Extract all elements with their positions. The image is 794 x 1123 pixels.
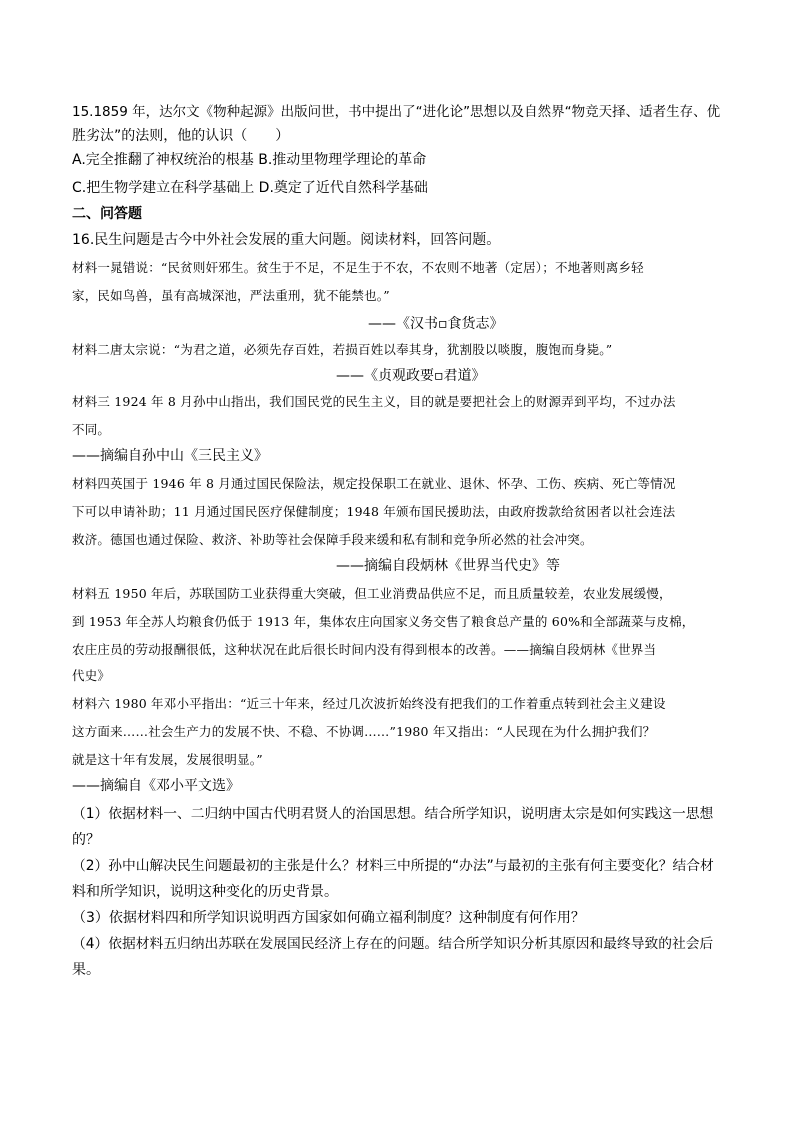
material1-source: ——《汉书▫食货志》	[368, 316, 504, 332]
material1-line2: 家，民如鸟兽，虽有高城深池，严法重刑，犹不能禁也。”	[72, 288, 390, 303]
material3-line1: 材料三 1924 年 8 月孙中山指出，我们国民党的民生主义，目的就是要把社会上的财源弄到平均，不过办法	[72, 394, 676, 409]
material6-source: ——摘编自《邓小平文选》	[72, 778, 240, 794]
material3-source: ——摘编自孙中山《三民主义》	[72, 448, 268, 464]
q15-options-ab: A.完全推翻了神权统治的根基 B.推动里物理学理论的革命	[72, 152, 427, 168]
material6-line1: 材料六 1980 年邓小平指出：“近三十年来，经过几次波折始终没有把我们的工作着重点转到社会主义建设	[72, 696, 666, 711]
material2-line1: 材料二唐太宗说：“为君之道，必须先存百姓，若损百姓以奉其身，犹割股以啖腹，腹饱而身毙。”	[72, 342, 613, 357]
material1-line1: 材料一晁错说：“民贫则奸邪生。贫生于不足，不足生于不农，不农则不地著（定居）；不地著则离乡轻	[72, 260, 644, 275]
section-title: 二、问答题	[72, 206, 142, 222]
material5-line2: 到 1953 年全苏人均粮食仍低于 1913 年，集体农庄向国家义务交售了粮食总产量的 60%和全部蔬菜与皮棉，	[72, 614, 695, 629]
material3-line2: 不同。	[72, 422, 111, 437]
q15-options-cd: C.把生物学建立在科学基础上 D.奠定了近代自然科学基础	[72, 180, 428, 196]
material4-line1: 材料四英国于 1946 年 8 月通过国民保险法，规定投保职工在就业、退休、怀孕、工伤、疾病、死亡等情况	[72, 476, 676, 491]
subquestion2-line2: 料和所学知识，说明这种变化的历史背景。	[72, 884, 338, 900]
subquestion1-line1: （1）依据材料一、二归纳中国古代明君贤人的治国思想。结合所学知识，说明唐太宗是如何实践这一思想	[72, 806, 714, 822]
q16-intro: 16.民生问题是古今中外社会发展的重大问题。阅读材料，回答问题。	[72, 232, 501, 248]
subquestion3-line1: （3）依据材料四和所学知识说明西方国家如何确立福利制度？这种制度有何作用？	[72, 910, 585, 926]
subquestion4-line2: 果。	[72, 962, 100, 978]
subquestion2-line1: （2）孙中山解决民生问题最初的主张是什么？材料三中所提的“办法”与最初的主张有何主要变化？结合材	[72, 858, 714, 874]
material4-line3: 救济。德国也通过保险、救济、补助等社会保障手段来缓和私有制和竞争所必然的社会冲突。	[72, 532, 593, 547]
material4-source: ——摘编自段炳林《世界当代史》等	[336, 558, 560, 574]
material4-line2: 下可以申请补助；11 月通过国民医疗保健制度；1948 年颁布国民援助法，由政府拨款给贫困者以社会连法	[72, 504, 676, 519]
q15-stem-line2: 胜劣汰”的法则，他的认识（ ）	[72, 128, 290, 144]
material6-line3: 就是这十年有发展，发展很明显。”	[72, 752, 263, 767]
material5-line1: 材料五 1950 年后，苏联国防工业获得重大突破，但工业消费品供应不足，而且质量较差，农业发展缓慢，	[72, 586, 672, 601]
material5-line4: 代史》	[72, 668, 111, 683]
material5-line3: 农庄庄员的劳动报酬很低，这种状况在此后很长时间内没有得到根本的改善。——摘编自段炳林《世界当	[72, 642, 657, 657]
subquestion4-line1: （4）依据材料五归纳出苏联在发展国民经济上存在的问题。结合所学知识分析其原因和最终导致的社会后	[72, 936, 714, 952]
material2-source: ——《贞观政要▫君道》	[336, 368, 486, 384]
material6-line2: 这方面来……社会生产力的发展不快、不稳、不协调……”1980 年又指出：“人民现在为什么拥护我们？	[72, 724, 656, 739]
subquestion1-line2: 的？	[72, 832, 100, 848]
q15-stem-line1: 15.1859 年，达尔文《物种起源》出版问世，书中提出了“进化论”思想以及自然界“物竞天择、适者生存、优	[72, 104, 721, 120]
